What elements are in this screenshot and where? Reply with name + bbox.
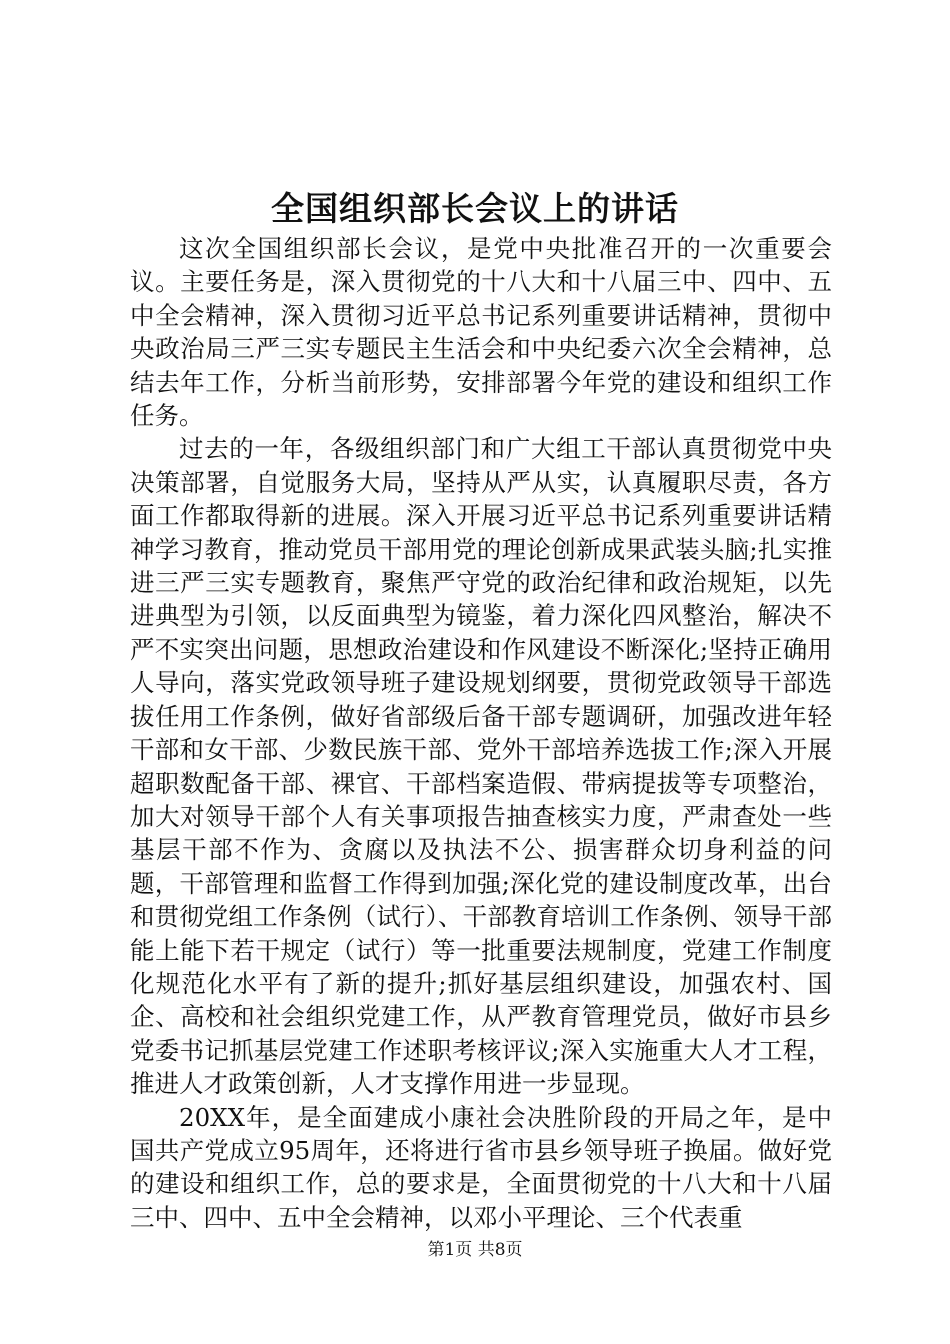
document-body xyxy=(130,232,832,1234)
paragraph: 20XX年，是全面建成小康社会决胜阶段的开局之年，是中国共产党成立95周年，还将进行省市县乡领导班子换届。做好党的建设和组织工作，总的要求是，全面贯彻党的十八大和十八届三中、四中、五中全会精神，以邓小平理论、三个代表重 xyxy=(130,1102,832,1232)
page-number: 第1页 共8页 xyxy=(427,1240,523,1260)
page-footer xyxy=(0,1238,950,1262)
document-title: 全国组织部长会议上的讲话 xyxy=(271,189,679,228)
paragraph: 过去的一年，各级组织部门和广大组工干部认真贯彻党中央决策部署，自觉服务大局，坚持从严从实，认真履职尽责，各方面工作都取得新的进展。深入开展习近平总书记系列重要讲话精神学习教育，推动党员干部用党的理论创新成果武装头脑;扎实推进三严三实专题教育，聚焦严守党的政治纪律和政治规矩，以先进典型为引领，以反面典型为镜鉴，着力深化四风整治，解决不严不实突出问题，思想政治建设和作风建设不断深化;坚持正确用人导向，落实党政领导班子建设规划纲要，贯彻党政领导干部选拔任用工作条例，做好省部级后备干部专题调研，加强改进年轻干部和女干部、少数民族干部、党外干部培养选拔工作;深入开展超职数配备干部、裸官、干部档案造假、带病提拔等专项整治，加大对领导干部个人有关事项报告抽查核实力度，严肃查处一些基层干部不作为、贪腐以及执法不公、损害群众切身利益的问题，干部管理和监督工作得到加强;深化党的建设制度改革，出台和贯彻党组工作条例（试行）、干部教育培训工作条例、领导干部能上能下若干规定（试行）等一批重要法规制度，党建工作制度化规范化水平有了新的提升;抓好基层组织建设，加强农村、国企、高校和社会组织党建工作，从严教育管理党员，做好市县乡党委书记抓基层党建工作述职考核评议;深入实施重大人才工程，推进人才政策创新，人才支撑作用进一步显现。 xyxy=(130,434,832,1099)
paragraph: 这次全国组织部长会议，是党中央批准召开的一次重要会议。主要任务是，深入贯彻党的十八大和十八届三中、四中、五中全会精神，深入贯彻习近平总书记系列重要讲话精神，贯彻中央政治局三严三实专题民主生活会和中央纪委六次全会精神，总结去年工作，分析当前形势，安排部署今年党的建设和组织工作任务。 xyxy=(130,234,832,431)
